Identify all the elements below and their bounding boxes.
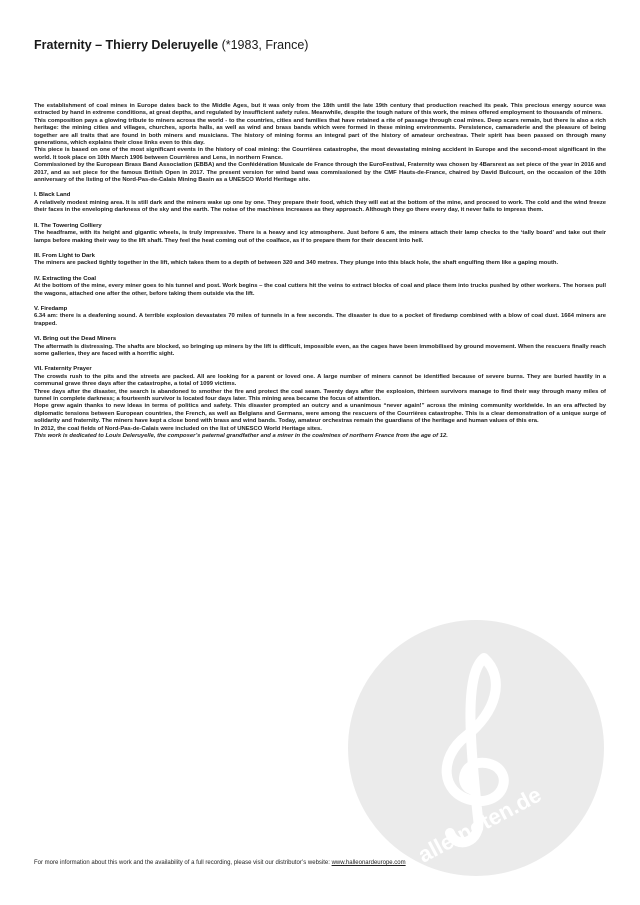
section-fraternity-prayer — [34, 366, 606, 425]
section-heading: IV. Extracting the Coal — [34, 275, 96, 282]
section-paragraph: 6.34 am: there is a deafening sound. A terrible explosion devastates 70 miles of tunnels in a few seconds. The disaster is due to a pocket of firedamp combined with a blow of coal dust. 1664 miners are trapped. — [34, 313, 606, 327]
intro-paragraph: This composition pays a glowing tribute to miners across the world - to the countries, cities and families that have retained a rite of passage through coal mines. Deep scars remain, but there is also a rich heritage: the mining cities and villages, churches, sports halls, as well as wind and brass bands which were formed in these mining environments. Persistence, camaraderie and the pleasure of being together are all traits that are found in both miners and musicians. The history of mining forms an integral part of the history of amateur orchestras. Their spirit has been passed on through many generations, which explains their close links even to this day. — [34, 117, 606, 147]
section-paragraph: The aftermath is distressing. The shafts are blocked, so bringing up miners by the lift is difficult, impossible even, as the cages have been immobilised by ground movement. When the rescuers finally reach some galleries, they are faced with a horrific sight. — [34, 343, 606, 357]
title-subtitle: (*1983, France) — [218, 38, 309, 52]
unesco-note: In 2012, the coal fields of Nord-Pas-de-Calais were included on the list of UNESCO World Heritage sites. — [34, 425, 322, 432]
section-heading: VII. Fraternity Prayer — [34, 366, 92, 373]
page-title — [34, 38, 308, 52]
section-black-land — [34, 192, 606, 214]
section-paragraph: The miners are packed tightly together in the lift, which takes them to a depth of between 320 and 340 metres. They plunge into this black hole, the shaft engulfing them like a gaping mouth. — [34, 260, 559, 267]
section-towering-colliery — [34, 223, 606, 245]
section-paragraph: At the bottom of the mine, every miner goes to his tunnel and post. Work begins – the coal cutters hit the veins to extract blocks of coal and place them into trucks pushed by other workers. The horses pull the wagons, attached one after the other, before taking them outside via the lift. — [34, 283, 606, 297]
section-dead-miners — [34, 336, 606, 358]
section-extracting-coal — [34, 276, 606, 298]
watermark-text: alle-noten.de — [413, 781, 546, 868]
section-paragraph: Three days after the disaster, the search is abandoned to smother the fire and protect the coal seam. Twenty days after the explosion, thirteen survivors manage to find their way through many miles of tunnel in complete darkness; a fourteenth survivor is located four days later. This mining area became the focus of attention. — [34, 388, 606, 402]
title-bold: Fraternity – Thierry Deleruyelle — [34, 38, 219, 52]
section-heading: II. The Towering Colliery — [34, 222, 102, 229]
section-heading: I. Black Land — [34, 192, 71, 199]
section-paragraph: The crowds rush to the pits and the streets are packed. All are looking for a parent or loved one. A large number of miners cannot be identified because of severe burns. They are buried hastily in a communal grave three days after the catastrophe, a total of 1099 victims. — [34, 373, 606, 388]
section-heading: VI. Bring out the Dead Miners — [34, 336, 117, 343]
section-light-to-dark — [34, 253, 606, 268]
distributor-link[interactable]: www.halleonardeurope.com — [331, 860, 406, 866]
footer-text: For more information about this work and the availability of a full recording, please visit our distributor’s website: — [34, 860, 332, 866]
treble-clef-watermark-icon — [346, 618, 606, 878]
intro-paragraph: The establishment of coal mines in Europe dates back to the Middle Ages, but it was only from the 18th until the late 19th century that production reached its peak. This precious energy source was extracted by hand in extreme conditions, at great depths, and regulated by insufficient safety rules. Meanwhile, despite the tough nature of this work, the mines offered employment to thousands of miners. — [34, 103, 606, 117]
section-paragraph: Hope grew again thanks to new ideas in terms of politics and safety. This disaster prompted an outcry and a unanimous “never again!” across the mining community worldwide. In an era affected by diplomatic tensions between European countries, the French, as well as Belgians and Germans, were among the rescuers of the Courrières catastrophe. This is a clear demonstration of a unique surge of solidarity and fraternity. The miners have kept a close bond with brass and wind bands. Today, amateur orchestras remain the guardians of the heritage and human values of this era. — [34, 403, 606, 425]
section-paragraph: A relatively modest mining area. It is still dark and the miners wake up one by one. They prepare their food, which they will eat at the bottom of the mine, and proceed to work. The cold and the wind freeze their faces in the enveloping darkness of the sky and the earth. The noise of the machines increases as they approach. Although they go there every day, it never fails to impress them. — [34, 199, 606, 214]
footer — [34, 860, 406, 866]
section-firedamp — [34, 306, 606, 328]
intro-paragraph: Commissioned by the European Brass Band Association (EBBA) and the Confédération Musicale de France through the EuroFestival, Fraternity was chosen by 4Barsrest as set piece of the year in 2016 and 2017, and as set piece for the famous British Open in 2017. The present version for wind band was commissioned by the CMF Hauts-de-France, chaired by David Bulcourt, on the occasion of the 10th anniversary of the listing of the Nord-Pas-de-Calais Mining Basin as a UNESCO World Heritage site. — [34, 162, 606, 184]
dedication: This work is dedicated to Louis Deleruyelle, the composer’s paternal grandfather and a miner in the coalmines of northern France from the age of 12. — [34, 433, 448, 440]
body-text — [34, 103, 606, 440]
section-heading: III. From Light to Dark — [34, 252, 95, 259]
intro-paragraph: This piece is based on one of the most significant events in the history of coal mining: the Courrières catastrophe, the most devastating mining accident in Europe and the second-most significant in the world. It took place on 10th March 1906 between Courrières and Lens, in northern France. — [34, 147, 606, 161]
section-heading: V. Firedamp — [34, 305, 68, 312]
section-paragraph: The headframe, with its height and gigantic wheels, is truly impressive. There is a heavy and icy atmosphere. Just before 6 am, the miners attach their lamp checks to the ‘tally board’ and take out their lamps before making their way to the lift shaft. They feel the heat coming out of the coalface, as if to prepare them for their descent into hell. — [34, 230, 606, 244]
